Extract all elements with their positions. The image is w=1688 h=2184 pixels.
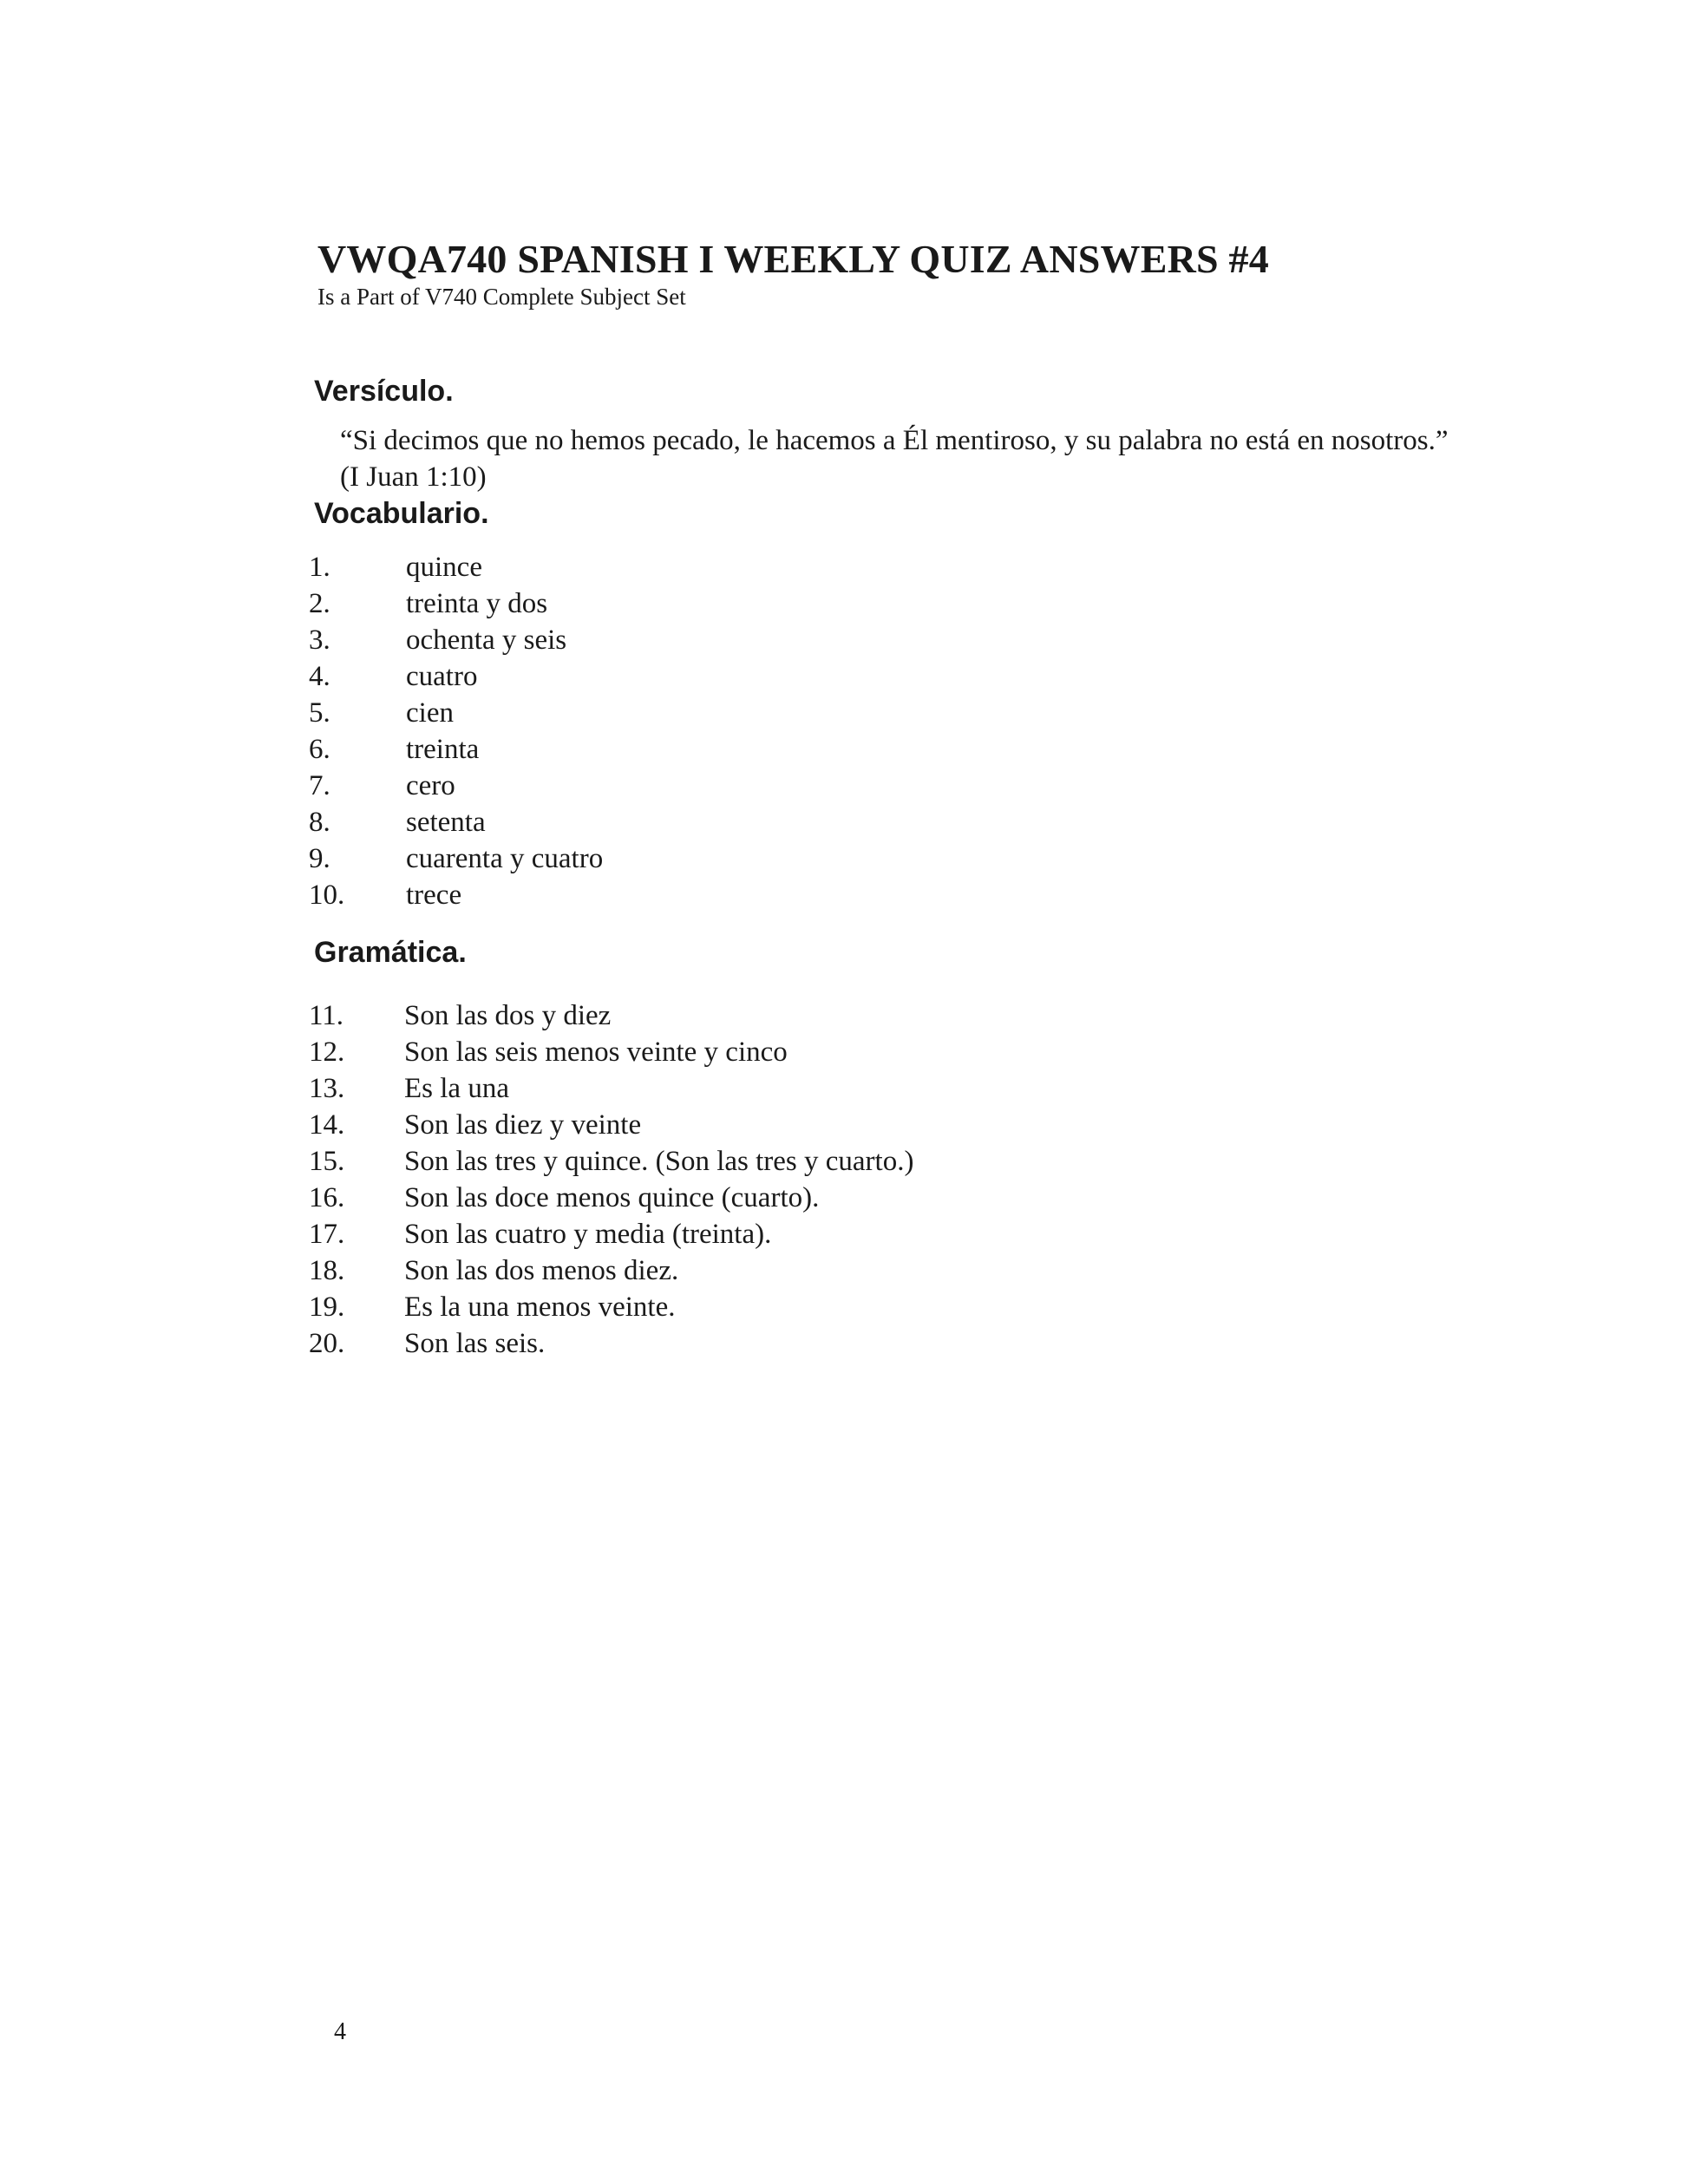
item-answer: treinta y dos <box>406 588 548 619</box>
item-number: 6. <box>309 734 330 765</box>
item-answer: cien <box>406 697 454 729</box>
item-number: 3. <box>309 624 330 656</box>
item-number: 19. <box>309 1291 345 1323</box>
item-number: 15. <box>309 1146 345 1177</box>
item-number: 8. <box>309 807 330 838</box>
item-answer: trece <box>406 879 462 911</box>
item-number: 12. <box>309 1036 345 1068</box>
item-number: 18. <box>309 1255 345 1286</box>
item-number: 2. <box>309 588 330 619</box>
item-answer: Es la una <box>404 1073 509 1104</box>
item-answer: Son las dos y diez <box>404 1000 612 1031</box>
item-number: 14. <box>309 1109 345 1141</box>
item-answer: Es la una menos veinte. <box>404 1291 676 1323</box>
item-answer: Son las seis. <box>404 1328 546 1359</box>
page-subtitle: Is a Part of V740 Complete Subject Set <box>317 284 686 310</box>
item-answer: cuatro <box>406 661 478 692</box>
item-number: 17. <box>309 1219 345 1250</box>
verse-reference: (I Juan 1:10) <box>340 461 487 493</box>
gramatica-heading: Gramática. <box>314 936 467 969</box>
page-title: VWQA740 SPANISH I WEEKLY QUIZ ANSWERS #4 <box>317 237 1269 281</box>
versiculo-heading: Versículo. <box>314 375 454 408</box>
item-number: 7. <box>309 770 330 801</box>
verse-line-1: “Si decimos que no hemos pecado, le hacemos a Él mentiroso, y su palabra no está en nosotros.” <box>340 425 1449 456</box>
item-number: 20. <box>309 1328 345 1359</box>
item-answer: setenta <box>406 807 486 838</box>
item-answer: ochenta y seis <box>406 624 567 656</box>
verse-text <box>340 422 1449 495</box>
item-answer: Son las dos menos diez. <box>404 1255 679 1286</box>
item-number: 9. <box>309 843 330 874</box>
item-answer: Son las seis menos veinte y cinco <box>404 1036 788 1068</box>
item-answer: treinta <box>406 734 480 765</box>
item-number: 4. <box>309 661 330 692</box>
item-number: 11. <box>309 1000 344 1031</box>
item-answer: quince <box>406 552 482 583</box>
item-answer: Son las tres y quince. (Son las tres y cuarto.) <box>404 1146 914 1177</box>
item-answer: Son las diez y veinte <box>404 1109 642 1141</box>
vocabulario-heading: Vocabulario. <box>314 497 489 530</box>
item-answer: cuarenta y cuatro <box>406 843 604 874</box>
item-answer: Son las cuatro y media (treinta). <box>404 1219 772 1250</box>
item-number: 10. <box>309 879 345 911</box>
item-number: 13. <box>309 1073 345 1104</box>
item-number: 16. <box>309 1182 345 1213</box>
item-answer: Son las doce menos quince (cuarto). <box>404 1182 820 1213</box>
page-number: 4 <box>334 2018 346 2045</box>
item-answer: cero <box>406 770 455 801</box>
item-number: 1. <box>309 552 330 583</box>
item-number: 5. <box>309 697 330 729</box>
